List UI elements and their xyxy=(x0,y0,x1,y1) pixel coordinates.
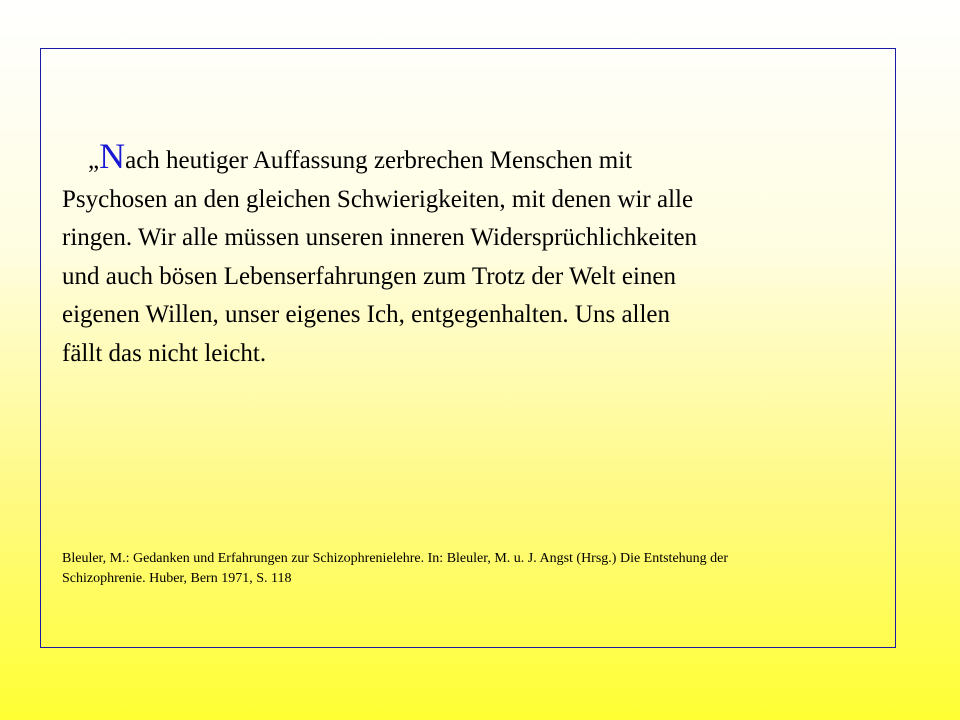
content-frame xyxy=(40,48,896,648)
quote-line: eigenen Willen, unser eigenes Ich, entgegenhalten. Uns allen xyxy=(62,301,671,328)
quote-initial-letter: N xyxy=(99,136,126,176)
quote-line: Psychosen an den gleichen Schwierigkeiten, mit denen wir alle xyxy=(62,185,694,213)
citation xyxy=(62,549,862,589)
quote-first-line-text: ach heutiger Auffassung zerbrechen Menschen mit xyxy=(125,147,633,174)
quote-line: fällt das nicht leicht. xyxy=(62,339,267,367)
quote-line: und auch bösen Lebenserfahrungen zum Trotz der Welt einen xyxy=(62,262,677,290)
quote-text xyxy=(62,137,882,373)
quote-line: ringen. Wir alle müssen unseren inneren Widersprüchlichkeiten xyxy=(62,224,698,251)
citation-line: Bleuler, M.: Gedanken und Erfahrungen zur Schizophrenielehre. In: Bleuler, M. u. J. Angst (Hrsg.) Die Entstehung der xyxy=(62,551,729,566)
citation-line: Schizophrenie. Huber, Bern 1971, S. 118 xyxy=(62,571,292,586)
quote-first-line xyxy=(62,136,633,176)
opening-quote-mark: „ xyxy=(88,147,100,174)
